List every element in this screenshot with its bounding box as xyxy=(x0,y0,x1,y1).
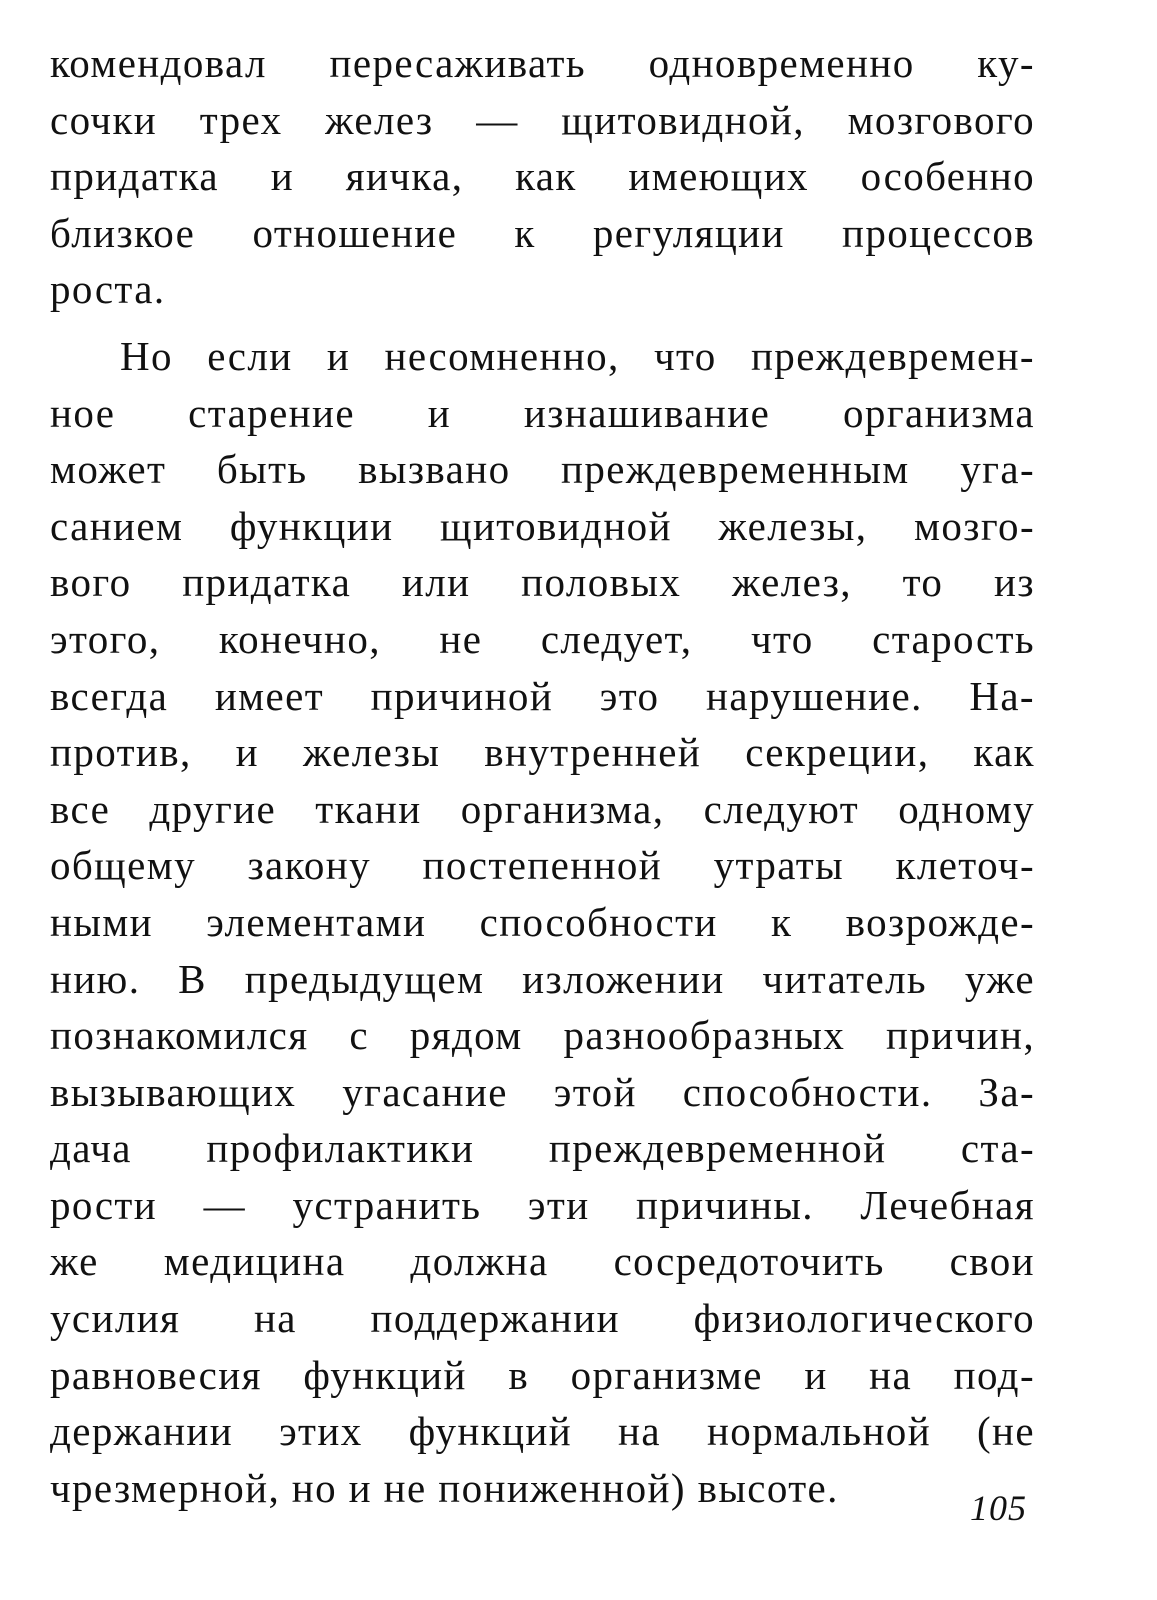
text-line: познакомился с рядом разнообразных причин, xyxy=(50,1012,1035,1059)
text-line: держании этих функций на нормальной (не xyxy=(50,1408,1035,1455)
paragraph-2 xyxy=(50,328,1035,1516)
text-line: вызывающих угасание этой способности. За- xyxy=(50,1068,1035,1115)
text-line: санием функции щитовидной железы, мозго- xyxy=(50,502,1035,549)
page-number: 105 xyxy=(970,1488,1027,1528)
text-line: Но если и несомненно, что преждевремен- xyxy=(120,332,1035,379)
text-line: чрезмерной, но и не пониженной) высоте. xyxy=(50,1464,839,1511)
book-page xyxy=(50,35,1035,1565)
text-line: всегда имеет причиной это нарушение. На- xyxy=(50,672,1035,719)
text-line: усилия на поддержании физиологического xyxy=(50,1295,1035,1342)
text-line: вого придатка или половых желез, то из xyxy=(50,559,1035,606)
text-line: же медицина должна сосредоточить свои xyxy=(50,1238,1035,1285)
text-line: комендовал пересаживать одновременно ку- xyxy=(50,40,1035,86)
text-line: может быть вызвано преждевременным уга- xyxy=(50,446,1035,493)
text-line: равновесия функций в организме и на под- xyxy=(50,1351,1035,1398)
text-line: общему закону постепенной утраты клеточ- xyxy=(50,842,1035,889)
text-line: против, и железы внутренней секреции, как xyxy=(50,729,1035,776)
text-line: рости — устранить эти причины. Лечебная xyxy=(50,1181,1035,1228)
text-line: все другие ткани организма, следуют одному xyxy=(50,785,1035,832)
paragraph-1 xyxy=(50,35,1035,318)
text-line: дача профилактики преждевременной ста- xyxy=(50,1125,1035,1172)
text-line: нию. В предыдущем изложении читатель уже xyxy=(50,955,1035,1002)
text-line: этого, конечно, не следует, что старость xyxy=(50,615,1035,662)
text-line: придатка и яичка, как имеющих особенно xyxy=(50,153,1035,200)
text-line: ными элементами способности к возрожде- xyxy=(50,898,1035,945)
body-text xyxy=(50,35,1035,1516)
text-line: сочки трех желез — щитовидной, мозгового xyxy=(50,96,1035,143)
text-line: роста. xyxy=(50,266,166,313)
text-line: близкое отношение к регуляции процессов xyxy=(50,209,1035,256)
text-line: ное старение и изнашивание организма xyxy=(50,389,1035,436)
paragraph-gap xyxy=(50,318,1035,328)
